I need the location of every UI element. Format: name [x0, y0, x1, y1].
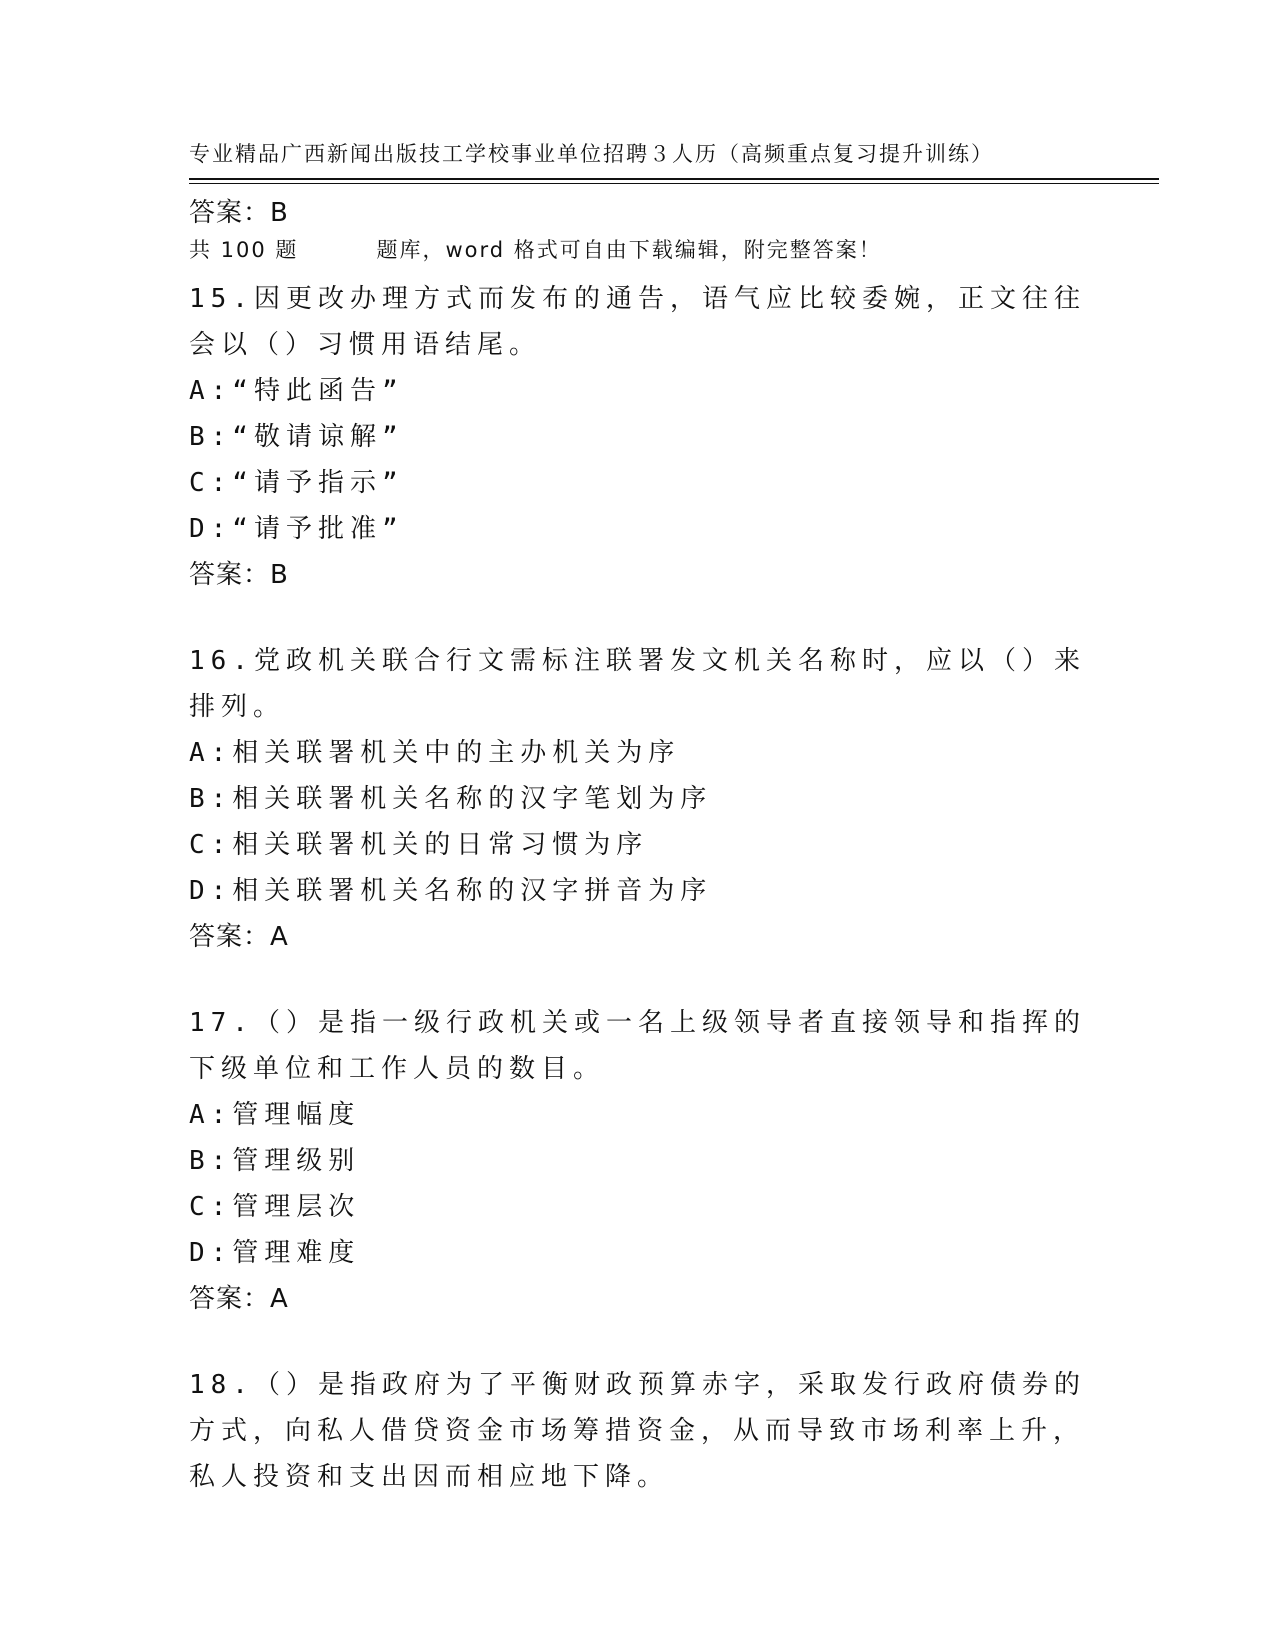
question-stem: 16.党政机关联合行文需标注联署发文机关名称时，应以（）来排列。	[189, 646, 1086, 722]
header-divider-thin	[189, 183, 1159, 184]
option-a: A:“特此函告”	[189, 376, 404, 406]
question-stem: 17.（）是指一级行政机关或一名上级领导者直接领导和指挥的下级单位和工作人员的数目。	[189, 1008, 1086, 1084]
question-17	[189, 1000, 1099, 1322]
answer-line: 答案：A	[189, 922, 289, 952]
answer-line: 答案：B	[189, 198, 289, 228]
option-c: C:相关联署机关的日常习惯为序	[189, 830, 649, 860]
option-b: B:相关联署机关名称的汉字笔划为序	[189, 784, 713, 814]
question-16	[189, 638, 1099, 960]
header-subtitle: 共 100 题 题库，word 格式可自由下载编辑，附完整答案！	[189, 238, 882, 262]
option-d: D:相关联署机关名称的汉字拼音为序	[189, 876, 713, 906]
option-a: A:管理幅度	[189, 1100, 361, 1130]
question-list	[189, 190, 1099, 1500]
question-15	[189, 276, 1099, 598]
question-stem: 18.（）是指政府为了平衡财政预算赤字，采取发行政府债券的方式，向私人借贷资金市场筹措资金，从而导致市场利率上升，私人投资和支出因而相应地下降。	[189, 1370, 1086, 1492]
question-18	[189, 1362, 1099, 1500]
option-a: A:相关联署机关中的主办机关为序	[189, 738, 681, 768]
option-b: B:管理级别	[189, 1146, 361, 1176]
option-d: D:“请予批准”	[189, 514, 404, 544]
option-b: B:“敬请谅解”	[189, 422, 404, 452]
header-divider	[189, 178, 1159, 180]
option-d: D:管理难度	[189, 1238, 361, 1268]
question-stem: 15.因更改办理方式而发布的通告，语气应比较委婉，正文往往会以（）习惯用语结尾。	[189, 284, 1086, 360]
answer-line: 答案：B	[189, 560, 289, 590]
option-c: C:“请予指示”	[189, 468, 404, 498]
option-c: C:管理层次	[189, 1192, 361, 1222]
header-title: 专业精品广西新闻出版技工学校事业单位招聘３人历（高频重点复习提升训练）	[189, 142, 994, 166]
answer-line: 答案：A	[189, 1284, 289, 1314]
